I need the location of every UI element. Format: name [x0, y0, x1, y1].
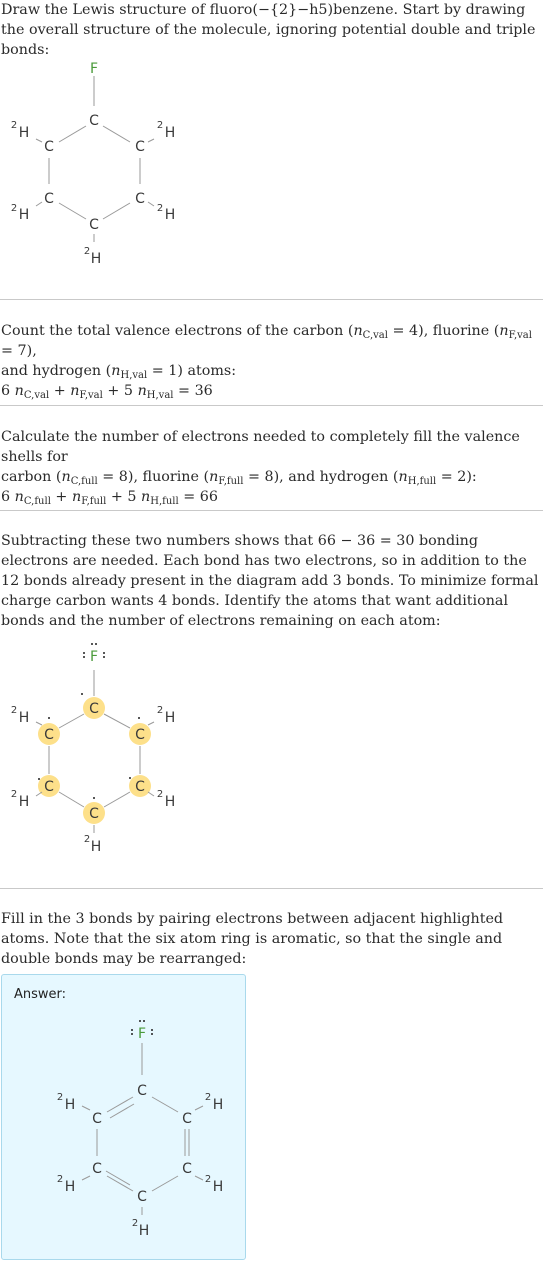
- svg-text:2: 2: [156, 203, 164, 214]
- svg-text:C: C: [135, 191, 145, 207]
- svg-text:H: H: [18, 125, 30, 141]
- separator: [0, 405, 543, 406]
- svg-text:2: 2: [156, 705, 164, 716]
- svg-text:C: C: [135, 139, 145, 155]
- svg-text:C: C: [182, 1111, 192, 1127]
- valence-equation: 6 $n_{C,val} + n_{F,val} + 5$ $n_{H,val} = 36$: [1, 383, 213, 401]
- svg-text:H: H: [164, 207, 176, 223]
- step2-text: Count the total valence electrons of the carbon $(n_{C,val} = 4)$, fluorine $(n_{F,val} = 7)$, and hydrogen $(n_{H,val} = 1)$ atoms: 6 $n_{C,val} + n_{F,val} + 5$ $n_{H,val} = 36$: [1, 321, 541, 401]
- svg-text:2: 2: [56, 1174, 64, 1185]
- svg-text:2: 2: [10, 120, 18, 131]
- svg-text:H: H: [212, 1097, 224, 1113]
- lewis-structure-final: [42, 1013, 242, 1248]
- svg-text:F: F: [89, 61, 99, 77]
- svg-text:C: C: [44, 139, 54, 155]
- svg-text:H: H: [18, 207, 30, 223]
- svg-text:F: F: [89, 649, 99, 665]
- lewis-structure-highlighted: [0, 636, 200, 866]
- separator: [0, 299, 543, 300]
- svg-text:C: C: [89, 113, 99, 129]
- svg-text:C: C: [135, 779, 145, 795]
- svg-text:H: H: [90, 251, 102, 267]
- step3-text: Calculate the number of electrons needed to completely fill the valence shells for carbon $(n_{C,full} = 8)$, fluorine $(n_{F,full} = 8)$, and hydrogen $(n_{H,full} = 2)$: 6 $n_{C,full} + n_{F,full} + 5$ $n_{H,full} = 66$: [1, 427, 541, 507]
- svg-text:H: H: [138, 1223, 150, 1239]
- svg-text:C: C: [44, 191, 54, 207]
- svg-text:H: H: [18, 710, 30, 726]
- svg-text:H: H: [164, 794, 176, 810]
- svg-text:C: C: [89, 806, 99, 822]
- svg-text:C: C: [137, 1189, 147, 1205]
- svg-text:H: H: [164, 710, 176, 726]
- svg-text:F: F: [137, 1026, 147, 1042]
- svg-text:2: 2: [156, 120, 164, 131]
- svg-text:C: C: [137, 1083, 147, 1099]
- full-shell-equation: 6 $n_{C,full} + n_{F,full} + 5$ $n_{H,full} = 66$: [1, 489, 218, 507]
- svg-text:C: C: [44, 727, 54, 743]
- svg-text:C: C: [92, 1161, 102, 1177]
- svg-text:H: H: [212, 1179, 224, 1195]
- step5-text: Fill in the 3 bonds by pairing electrons between adjacent highlighted atoms. Note that the six atom ring is aromatic, so that the single and double bonds may be rearranged:: [1, 911, 504, 967]
- separator: [0, 510, 543, 511]
- svg-text:H: H: [164, 125, 176, 141]
- svg-text:2: 2: [204, 1174, 212, 1185]
- svg-text:2: 2: [156, 789, 164, 800]
- svg-text:C: C: [135, 727, 145, 743]
- svg-text:2: 2: [10, 789, 18, 800]
- svg-text:2: 2: [131, 1218, 139, 1229]
- svg-text:C: C: [44, 779, 54, 795]
- step1-text: Draw the Lewis structure of fluoro(−{2}−h5)benzene. Start by drawing the overall structure of the molecule, ignoring potential double and triple bonds:: [1, 2, 536, 58]
- svg-text:2: 2: [83, 834, 91, 845]
- svg-text:H: H: [18, 794, 30, 810]
- svg-text:2: 2: [56, 1092, 64, 1103]
- svg-text:C: C: [89, 217, 99, 233]
- step4-text: Subtracting these two numbers shows that 66 − 36 = 30 bonding electrons are needed. Each bond has two electrons, so in addition to the 12 bonds already present in the diagram add 3 bonds. To minimize formal charge carbon wants 4 bonds. Identify the atoms that want additional bonds and the number of electrons remaining on each atom:: [1, 533, 539, 629]
- separator: [0, 888, 543, 889]
- svg-text:C: C: [89, 701, 99, 717]
- svg-text:C: C: [92, 1111, 102, 1127]
- lewis-structure-skeleton: [0, 56, 200, 276]
- answer-box: [1, 974, 246, 1260]
- svg-text:2: 2: [204, 1092, 212, 1103]
- svg-text:2: 2: [10, 203, 18, 214]
- svg-text:2: 2: [10, 705, 18, 716]
- svg-text:H: H: [90, 839, 102, 855]
- svg-text:C: C: [182, 1161, 192, 1177]
- svg-text:H: H: [64, 1179, 76, 1195]
- answer-label: Answer:: [14, 987, 67, 1002]
- svg-text:2: 2: [83, 246, 91, 257]
- svg-text:H: H: [64, 1097, 76, 1113]
